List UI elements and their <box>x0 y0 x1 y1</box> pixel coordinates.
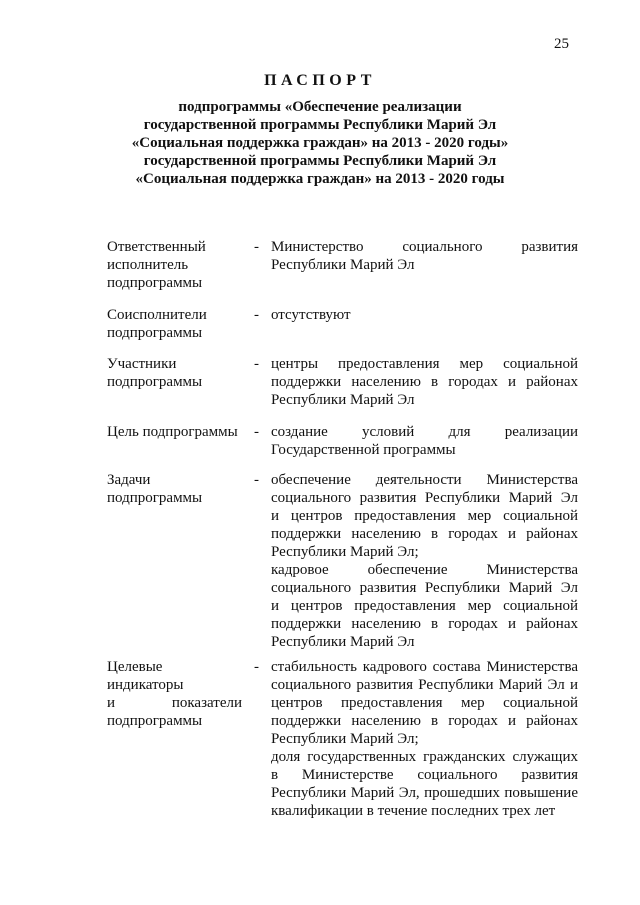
row-value <box>271 423 578 459</box>
row-label <box>107 306 242 342</box>
value-line: Республики Марий Эл <box>271 257 415 273</box>
row-label <box>107 658 242 730</box>
value-line: доля государственных гражданских служащих <box>271 749 578 765</box>
value-line: отсутствуют <box>271 307 351 323</box>
value-line: социального развития Республики Марий Эл <box>271 490 578 506</box>
value-line: стабильность кадрового состава Министерства <box>271 659 578 675</box>
row-value <box>271 238 578 274</box>
row-dash: - <box>254 472 259 488</box>
value-line: в Министерстве социального развития <box>271 767 578 783</box>
label-line: подпрограммы <box>107 490 203 506</box>
value-line: Республики Марий Эл <box>271 634 415 650</box>
page-number: 25 <box>554 36 569 52</box>
value-line: квалификации в течение последних трех лет <box>271 803 556 819</box>
value-line: поддержки населению в городах и районах <box>271 526 578 542</box>
value-line: центров предоставления мер социальной <box>271 695 578 711</box>
label-line: Задачи <box>107 472 151 488</box>
row-value <box>271 355 578 409</box>
row-value <box>271 306 578 324</box>
value-line: создание условий для реализации <box>271 424 578 440</box>
document-subtitle <box>0 98 640 188</box>
subtitle-line: «Социальная поддержка граждан» на 2013 - 2020 годы <box>135 171 505 187</box>
row-label <box>107 355 242 391</box>
subtitle-line: государственной программы Республики Марий Эл <box>143 153 497 169</box>
label-line: Цель подпрограммы <box>107 424 238 440</box>
label-line: подпрограммы <box>107 275 203 291</box>
value-line: и центров предоставления мер социальной <box>271 598 578 614</box>
label-line: Участники <box>107 356 177 372</box>
subtitle-line: государственной программы Республики Марий Эл <box>143 117 497 133</box>
value-line: поддержки населению в городах и районах <box>271 713 578 729</box>
row-dash: - <box>254 356 259 372</box>
value-line: социального развития Республики Марий Эл <box>271 580 578 596</box>
value-line: Республики Марий Эл <box>271 392 415 408</box>
label-line: подпрограммы <box>107 325 203 341</box>
value-line: центры предоставления мер социальной <box>271 356 578 372</box>
row-value <box>271 658 578 820</box>
document-title: ПАСПОРТ <box>264 72 376 89</box>
row-label <box>107 471 242 507</box>
row-value <box>271 471 578 651</box>
row-dash: - <box>254 659 259 675</box>
value-line: Министерство социального развития <box>271 239 578 255</box>
value-line: Республики Марий Эл; <box>271 731 419 747</box>
row-dash: - <box>254 307 259 323</box>
label-line: индикаторы <box>107 677 184 693</box>
row-label <box>107 423 242 441</box>
value-line: Республики Марий Эл; <box>271 544 419 560</box>
label-line: исполнитель <box>107 257 189 273</box>
value-line: обеспечение деятельности Министерства <box>271 472 578 488</box>
value-line: социального развития Республики Марий Эл и <box>271 677 578 693</box>
label-line: Целевые <box>107 659 163 675</box>
value-line: поддержки населению в городах и районах <box>271 374 578 390</box>
value-line: и центров предоставления мер социальной <box>271 508 578 524</box>
value-line: Государственной программы <box>271 442 456 458</box>
label-line: подпрограммы <box>107 713 203 729</box>
value-line: кадровое обеспечение Министерства <box>271 562 578 578</box>
value-line: поддержки населению в городах и районах <box>271 616 578 632</box>
subtitle-line: подпрограммы «Обеспечение реализации <box>178 99 462 115</box>
subtitle-line: «Социальная поддержка граждан» на 2013 - 2020 годы» <box>131 135 509 151</box>
row-dash: - <box>254 239 259 255</box>
label-line: Соисполнители <box>107 307 207 323</box>
label-line: и показатели <box>107 695 242 711</box>
label-line: подпрограммы <box>107 374 203 390</box>
value-line: Республики Марий Эл, прошедших повышение <box>271 785 578 801</box>
row-dash: - <box>254 424 259 440</box>
row-label <box>107 238 242 292</box>
label-line: Ответственный <box>107 239 206 255</box>
